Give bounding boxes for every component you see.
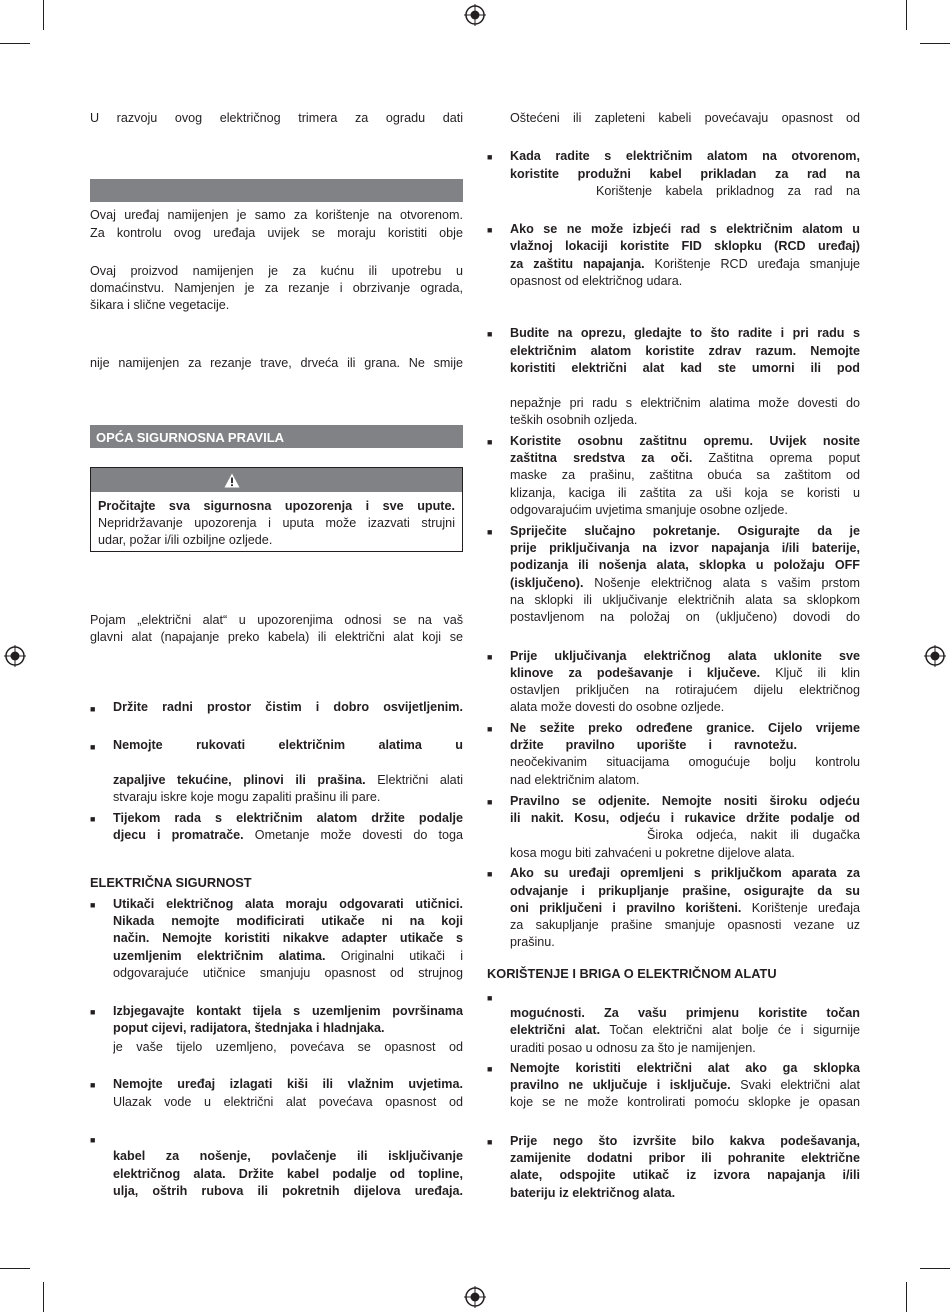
bullet-icon: ■ xyxy=(90,814,96,824)
bullet-text: kosa mogu biti zahvaćeni u pokretne dijelove alata. xyxy=(510,846,795,860)
warning-triangle-icon xyxy=(224,473,240,488)
crop-mark xyxy=(906,0,907,30)
bullet-text: zamijenite dodatni pribor ili pohranite električne xyxy=(510,1151,860,1165)
bullet-icon: ■ xyxy=(487,797,493,807)
paragraph-line: Ovaj uređaj namijenjen je samo za korištenje na otvorenom. xyxy=(90,208,463,222)
bullet-text: električnim alatom koristite zdrav razum. Nemojte xyxy=(510,344,860,358)
crop-mark xyxy=(0,43,30,44)
bullet-text: bateriju iz električnog alata. xyxy=(510,1186,676,1200)
bullet-text: maske za prašinu, zaštitna obuća sa zaštitom od xyxy=(510,468,860,482)
bullet-icon: ■ xyxy=(487,724,493,734)
paragraph-line: glavni alat (napajanje preko kabela) ili električni alat koji se xyxy=(90,630,463,644)
bullet-text: Nemojte koristiti električni alat ako ga sklopka xyxy=(510,1061,860,1075)
bullet-text: vlažnoj lokaciji koristite FID sklopku (RCD uređaj) xyxy=(510,239,860,253)
bold-run: djecu i promatrače. xyxy=(113,828,244,842)
bullet-text xyxy=(510,1077,860,1094)
bullet-text: nad električnim alatom. xyxy=(510,773,640,787)
registration-mark-icon xyxy=(464,4,486,26)
warning-text: udar, požar i/ili ozbiljne ozljede. xyxy=(98,533,273,547)
bullet-icon: ■ xyxy=(487,437,493,447)
bullet-text: Pravilno se odjenite. Nemojte nositi široku odjeću xyxy=(510,794,860,808)
warning-box xyxy=(90,467,463,552)
bullet-text: odgovarajućim uvjetima smanjuje osobne ozljede. xyxy=(510,503,788,517)
bullet-icon: ■ xyxy=(487,152,493,162)
bullet-text: neočekivanim situacijama omogućuje bolju kontrolu xyxy=(510,755,860,769)
crop-mark xyxy=(43,1282,44,1312)
paragraph-line: šikara i slične vegetacije. xyxy=(90,298,230,312)
crop-mark xyxy=(920,1268,950,1269)
section-title: OPĆA SIGURNOSNA PRAVILA xyxy=(96,430,285,445)
bullet-text: ostavljen priključen na rotirajućem dijelu električnog xyxy=(510,683,860,697)
bullet-icon: ■ xyxy=(90,704,96,714)
warning-bold-text: Pročitajte sva sigurnosna upozorenja i sve upute. xyxy=(98,499,455,513)
bold-run: oni priključeni i pravilno korišteni. xyxy=(510,901,742,915)
warning-text: Nepridržavanje upozorenja i uputa može izazvati strujni xyxy=(98,516,455,530)
bullet-text: koje se ne može kontrolirati pomoću sklopke je opasan xyxy=(510,1095,860,1109)
bold-run: (isključeno). xyxy=(510,576,584,590)
bullet-text: poput cijevi, radijatora, štednjaka i hladnjaka. xyxy=(113,1021,385,1035)
crop-mark xyxy=(906,1282,907,1312)
bullet-text: Prije uključivanja električnog alata uklonite sve xyxy=(510,649,860,663)
bullet-text: Ulazak vode u električni alat povećava opasnost od xyxy=(113,1095,463,1109)
bullet-icon: ■ xyxy=(487,1137,493,1147)
bullet-text: Ako se ne može izbjeći rad s električnim alatom u xyxy=(510,222,860,236)
warning-header xyxy=(91,468,462,492)
bullet-text: Korištenje kabela prikladnog za rad na xyxy=(596,184,860,198)
bullet-text: Izbjegavajte kontakt tijela s uzemljenim površinama xyxy=(113,1004,463,1018)
bullet-text: Nikada nemojte modificirati utikače ni na koji xyxy=(113,914,463,928)
bullet-text: Široka odjeća, nakit ili dugačka xyxy=(647,828,860,842)
bullet-icon: ■ xyxy=(90,900,96,910)
text-run: Korištenje RCD uređaja smanjuje xyxy=(644,257,860,271)
bullet-text: opasnost od električnog udara. xyxy=(510,274,683,288)
text-run: Svaki električni alat xyxy=(730,1078,860,1092)
bullet-text: Spriječite slučajno pokretanje. Osigurajte da je xyxy=(510,524,860,538)
bullet-text xyxy=(510,900,860,917)
bullet-text: uraditi posao u odnosu za što je namijenjen. xyxy=(510,1041,756,1055)
bullet-icon: ■ xyxy=(90,1135,96,1145)
bullet-text: za sakupljanje prašine smanjuje opasnosti vezane uz xyxy=(510,918,860,932)
bullet-icon: ■ xyxy=(487,329,493,339)
bullet-icon: ■ xyxy=(487,225,493,235)
text-run: Točan električni alat bolje će i sigurnije xyxy=(600,1023,860,1037)
bullet-text: postavljenom na položaj on (uključeno) dovodi do xyxy=(510,610,860,624)
crop-mark xyxy=(43,0,44,30)
registration-mark-icon xyxy=(924,645,946,667)
text-run: Zaštitna oprema poput xyxy=(692,451,860,465)
bold-run: zaštitna sredstva za oči. xyxy=(510,451,693,465)
text-run: Ometanje može dovesti do toga xyxy=(243,828,463,842)
bullet-text: odvajanje i prikupljanje prašine, osigurajte da su xyxy=(510,884,860,898)
bullet-text: alata može dovesti do osobne ozljede. xyxy=(510,700,725,714)
paragraph-line: Oštećeni ili zapleteni kabeli povećavaju opasnost od xyxy=(510,111,860,125)
bullet-text xyxy=(510,575,860,592)
bullet-text xyxy=(113,827,463,844)
bullet-text: električnog alata. Držite kabel podalje od topline, xyxy=(113,1167,463,1181)
bullet-text xyxy=(510,450,860,467)
bold-run: električni alat. xyxy=(510,1023,601,1037)
bold-run: zapaljive tekućine, plinovi ili prašina. xyxy=(113,773,366,787)
text-run: Ključ ili klin xyxy=(760,666,860,680)
paragraph-line: nije namijenjen za rezanje trave, drveća ili grana. Ne smije xyxy=(90,356,463,370)
crop-mark xyxy=(920,43,950,44)
bullet-icon: ■ xyxy=(90,1007,96,1017)
text-run: Korištenje uređaja xyxy=(741,901,860,915)
bullet-icon: ■ xyxy=(487,993,493,1003)
bullet-text: teških osobnih ozljeda. xyxy=(510,413,638,427)
bold-run: za zaštitu napajanja. xyxy=(510,257,645,271)
bullet-text: nepažnje pri radu s električnim alatima može dovesti do xyxy=(510,396,860,410)
section-bar-general-safety xyxy=(90,425,463,448)
text-run: Električni alati xyxy=(365,773,463,787)
paragraph-line: Za kontrolu ovog uređaja uvijek se moraju koristiti obje xyxy=(90,226,463,240)
bullet-icon: ■ xyxy=(487,527,493,537)
bullet-text xyxy=(510,1022,860,1039)
bullet-text: odgovarajuće utičnice smanjuju opasnost od strujnog xyxy=(113,966,463,980)
bullet-text: ili nakit. Kosu, odjeću i rukavice držite podalje od xyxy=(510,811,860,825)
bullet-icon: ■ xyxy=(90,1080,96,1090)
bullet-text: Nemojte uređaj izlagati kiši ili vlažnim uvjetima. xyxy=(113,1077,463,1091)
bullet-text xyxy=(113,948,463,965)
paragraph-line: Ovaj proizvod namijenjen je za kućnu ili upotrebu u xyxy=(90,264,463,278)
bullet-icon: ■ xyxy=(487,1064,493,1074)
bullet-text xyxy=(510,256,860,273)
bullet-text: na sklopki ili uključivanje električnih alata sa sklopkom xyxy=(510,593,860,607)
empty-section-bar xyxy=(90,179,463,202)
bullet-text: koristiti električni alat kad ste umorni ili pod xyxy=(510,361,860,375)
bullet-text: Koristite osobnu zaštitnu opremu. Uvijek nosite xyxy=(510,434,860,448)
bullet-text: način. Nemojte koristiti nikakve adapter utikače s xyxy=(113,931,463,945)
bullet-text: mogućnosti. Za vašu primjenu koristite točan xyxy=(510,1006,860,1020)
bullet-text: kabel za nošenje, povlačenje ili isključivanje xyxy=(113,1149,463,1163)
bullet-icon: ■ xyxy=(487,869,493,879)
paragraph-line: Pojam „električni alat“ u upozorenjima odnosi se na vaš xyxy=(90,613,463,627)
bullet-icon: ■ xyxy=(90,742,96,752)
text-run: Originalni utikači i xyxy=(325,949,463,963)
bullet-text: Nemojte rukovati električnim alatima u xyxy=(113,738,463,752)
bullet-text: podizanja ili nošenja alata, sklopka u položaju OFF xyxy=(510,558,860,572)
bullet-text: prije priključivanja na izvor napajanja i/ili baterije, xyxy=(510,541,860,555)
bullet-text: Tijekom rada s električnim alatom držite podalje xyxy=(113,811,463,825)
bullet-text: je vaše tijelo uzemljeno, povećava se opasnost od xyxy=(113,1040,463,1054)
bullet-text: alate, odspojite utikač iz izvora napajanja i/ili xyxy=(510,1168,860,1182)
registration-mark-icon xyxy=(4,645,26,667)
bullet-text: Ne sežite preko određene granice. Cijelo vrijeme xyxy=(510,721,860,735)
bullet-icon: ■ xyxy=(487,652,493,662)
section-heading-tool-use: KORIŠTENJE I BRIGA O ELEKTRIČNOM ALATU xyxy=(487,966,777,981)
paragraph-line: domaćinstvu. Namjenjen je za rezanje i obrzivanje ograda, xyxy=(90,281,463,295)
text-run: Nošenje električnog alata s vašim prstom xyxy=(583,576,860,590)
bullet-text: Držite radni prostor čistim i dobro osvijetljenim. xyxy=(113,700,463,714)
bullet-text: Budite na oprezu, gledajte to što radite i pri radu s xyxy=(510,326,860,340)
bullet-text: Prije nego što izvršite bilo kakva podešavanja, xyxy=(510,1134,860,1148)
bold-run: pravilno ne uključuje i isključuje. xyxy=(510,1078,731,1092)
intro-text: U razvoju ovog električnog trimera za ogradu dati xyxy=(90,111,463,125)
bullet-text: Ako su uređaji opremljeni s priključkom aparata za xyxy=(510,866,860,880)
bold-run: uzemljenim električnim alatima. xyxy=(113,949,326,963)
bullet-text: stvaraju iskre koje mogu zapaliti prašinu ili pare. xyxy=(113,790,381,804)
bold-run: klinove za podešavanje i ključeve. xyxy=(510,666,761,680)
bullet-text: prašinu. xyxy=(510,935,555,949)
bullet-text: ulja, oštrih rubova ili pokretnih dijelova uređaja. xyxy=(113,1184,463,1198)
bullet-text xyxy=(113,772,463,789)
bullet-text: Utikači električnog alata moraju odgovarati utičnici. xyxy=(113,897,463,911)
bullet-text xyxy=(510,665,860,682)
crop-mark xyxy=(0,1268,30,1269)
bullet-text: Kada radite s električnim alatom na otvorenom, xyxy=(510,149,860,163)
bullet-text: koristite produžni kabel prikladan za rad na xyxy=(510,167,860,181)
bullet-text: držite pravilno uporište i ravnotežu. xyxy=(510,738,797,752)
section-heading-electric-safety: ELEKTRIČNA SIGURNOST xyxy=(90,875,252,890)
bullet-text: klizanja, kaciga ili zaštita za uši koja se koristi u xyxy=(510,486,860,500)
registration-mark-icon xyxy=(464,1286,486,1308)
